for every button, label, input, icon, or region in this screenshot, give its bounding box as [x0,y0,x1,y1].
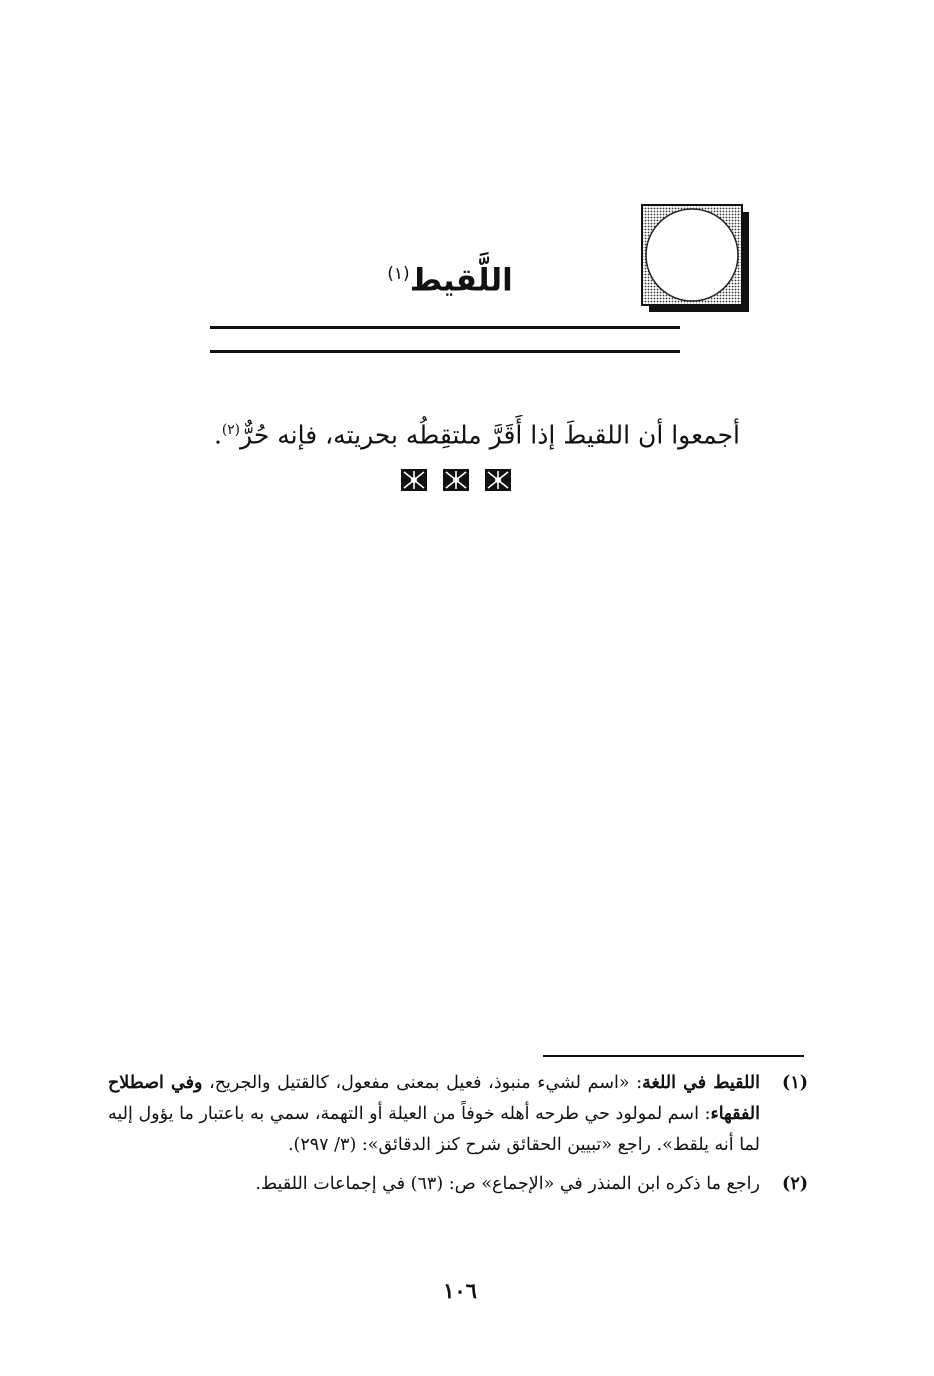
chapter-title [300,254,600,300]
chapter-ornament-icon [641,204,751,314]
footnote-separator [543,1055,804,1057]
ornament-icon [484,468,512,492]
footnotes [108,1068,808,1208]
chapter-title-text: اللَّقيط [409,262,513,299]
footnote-number: (٢) [782,1174,808,1194]
footnote-ref-2: (٢) [221,422,241,438]
footnote-term: وفي اصطلاح الفقهاء [108,1073,760,1124]
footnote-1 [108,1068,808,1161]
footnote-2 [108,1169,808,1200]
ornament-icon [442,468,470,492]
footnote-text [108,1068,760,1161]
title-rule-top [210,326,680,329]
main-text-end: . [213,420,222,450]
footnote-number: (١) [782,1073,808,1093]
page-number: ١٠٦ [443,1278,477,1303]
section-divider [400,468,512,498]
main-text-content: أجمعوا أن اللقيطَ إذا أَقَرَّ ملتقِطُه بحريته، فإنه حُرٌّ [240,420,740,450]
footnote-text-part: : «اسم لشيء منبوذ، فعيل بمعنى مفعول، كالقتيل والجريح، [202,1073,643,1093]
footnote-ref-1: (١) [387,264,410,284]
main-text [180,408,740,457]
footnote-text-part: : اسم لمولود حي طرحه أهله خوفاً من العيلة أو التهمة، سمي به باعتبار ما يؤول إليه لما أنه يلقط». راجع «تبيين الحقائق شرح كنز الدقائق»: (٣/ ٢٩٧). [108,1104,760,1155]
ornament-icon [400,468,428,492]
footnote-text: راجع ما ذكره ابن المنذر في «الإجماع» ص: (٦٣) في إجماعات اللقيط. [255,1174,760,1194]
footnote-term: اللقيط في اللغة [642,1073,761,1093]
title-rule-bottom [210,350,680,353]
